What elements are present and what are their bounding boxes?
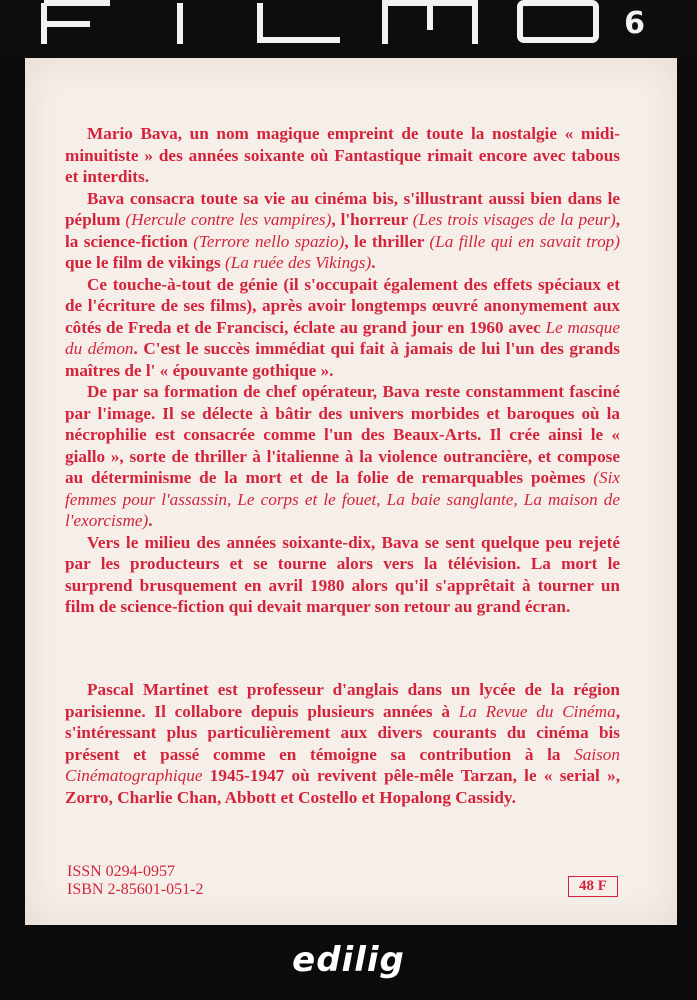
series-number: 6: [624, 6, 645, 41]
paragraph-5: Vers le milieu des années soixante-dix, Bava se sent quelque peu rejeté par les producteurs et se tourne alors vers la télévision. La mort le surprend brusquement en avril 1980 alors qu'il s'apprêtait à tourner un film de science-fiction qui devait marquer son retour au grand écran.: [65, 532, 620, 616]
main-text: [65, 123, 620, 618]
bibliographic-info: [67, 863, 203, 899]
paragraph-4: De par sa formation de chef opérateur, Bava reste constamment fasciné par l'image. Il se délecte à bâtir des univers morbides et baroques où la nécrophilie est consacrée comme l'un des Beaux-Arts. Il crée ainsi le « giallo », sorte de thriller à l'italienne à la violence outrancière, et compose au déterminisme de la mort et de la folie de remarquables poèmes (Six femmes pour l'assassin, Le corps et le fouet, La baie sanglante, La maison de l'exorcisme).: [65, 382, 620, 530]
issn: ISSN 0294-0957: [67, 863, 176, 880]
series-logo: [40, 0, 600, 44]
price-tag: 48 F: [568, 876, 618, 897]
paragraph-2: Bava consacra toute sa vie au cinéma bis, s'illustrant aussi bien dans le péplum (Hercule contre les vampires), l'horreur (Les trois visages de la peur), la science-fiction (Terrore nello spazio), le thriller (La fille qui en savait trop) que le film de vikings (La ruée des Vikings).: [65, 188, 621, 272]
author-bio: [65, 679, 620, 808]
paragraph-3: Ce touche-à-tout de génie (il s'occupait également des effets spéciaux et de l'écriture de ses films), après avoir longtemps œuvré anonymement aux côtés de Freda et de Francisci, éclate au grand jour en 1960 avec Le masque du démon. C'est le succès immédiat qui fait à jamais de lui l'un des grands maîtres de l' « épouvante gothique ».: [65, 274, 621, 380]
isbn: ISBN 2-85601-051-2: [67, 881, 204, 898]
paragraph-1: Mario Bava, un nom magique empreint de toute la nostalgie « midi-minuitiste » des années soixante où Fantastique rimait encore avec tabous et interdits.: [65, 124, 620, 186]
top-band: [0, 0, 697, 58]
author-bio-paragraph: Pascal Martinet est professeur d'anglais dans un lycée de la région parisienne. Il collabore depuis plusieurs années à La Revue du Cinéma, s'intéressant plus particulièrement aux divers courants du cinéma bis présent et passé comme en témoigne sa contribution à la Saison Cinématographique 1945-1947 où revivent pêle-mêle Tarzan, le « serial », Zorro, Charlie Chan, Abbott et Costello et Hopalong Cassidy.: [65, 680, 620, 807]
publisher-logo: edilig: [292, 940, 405, 980]
